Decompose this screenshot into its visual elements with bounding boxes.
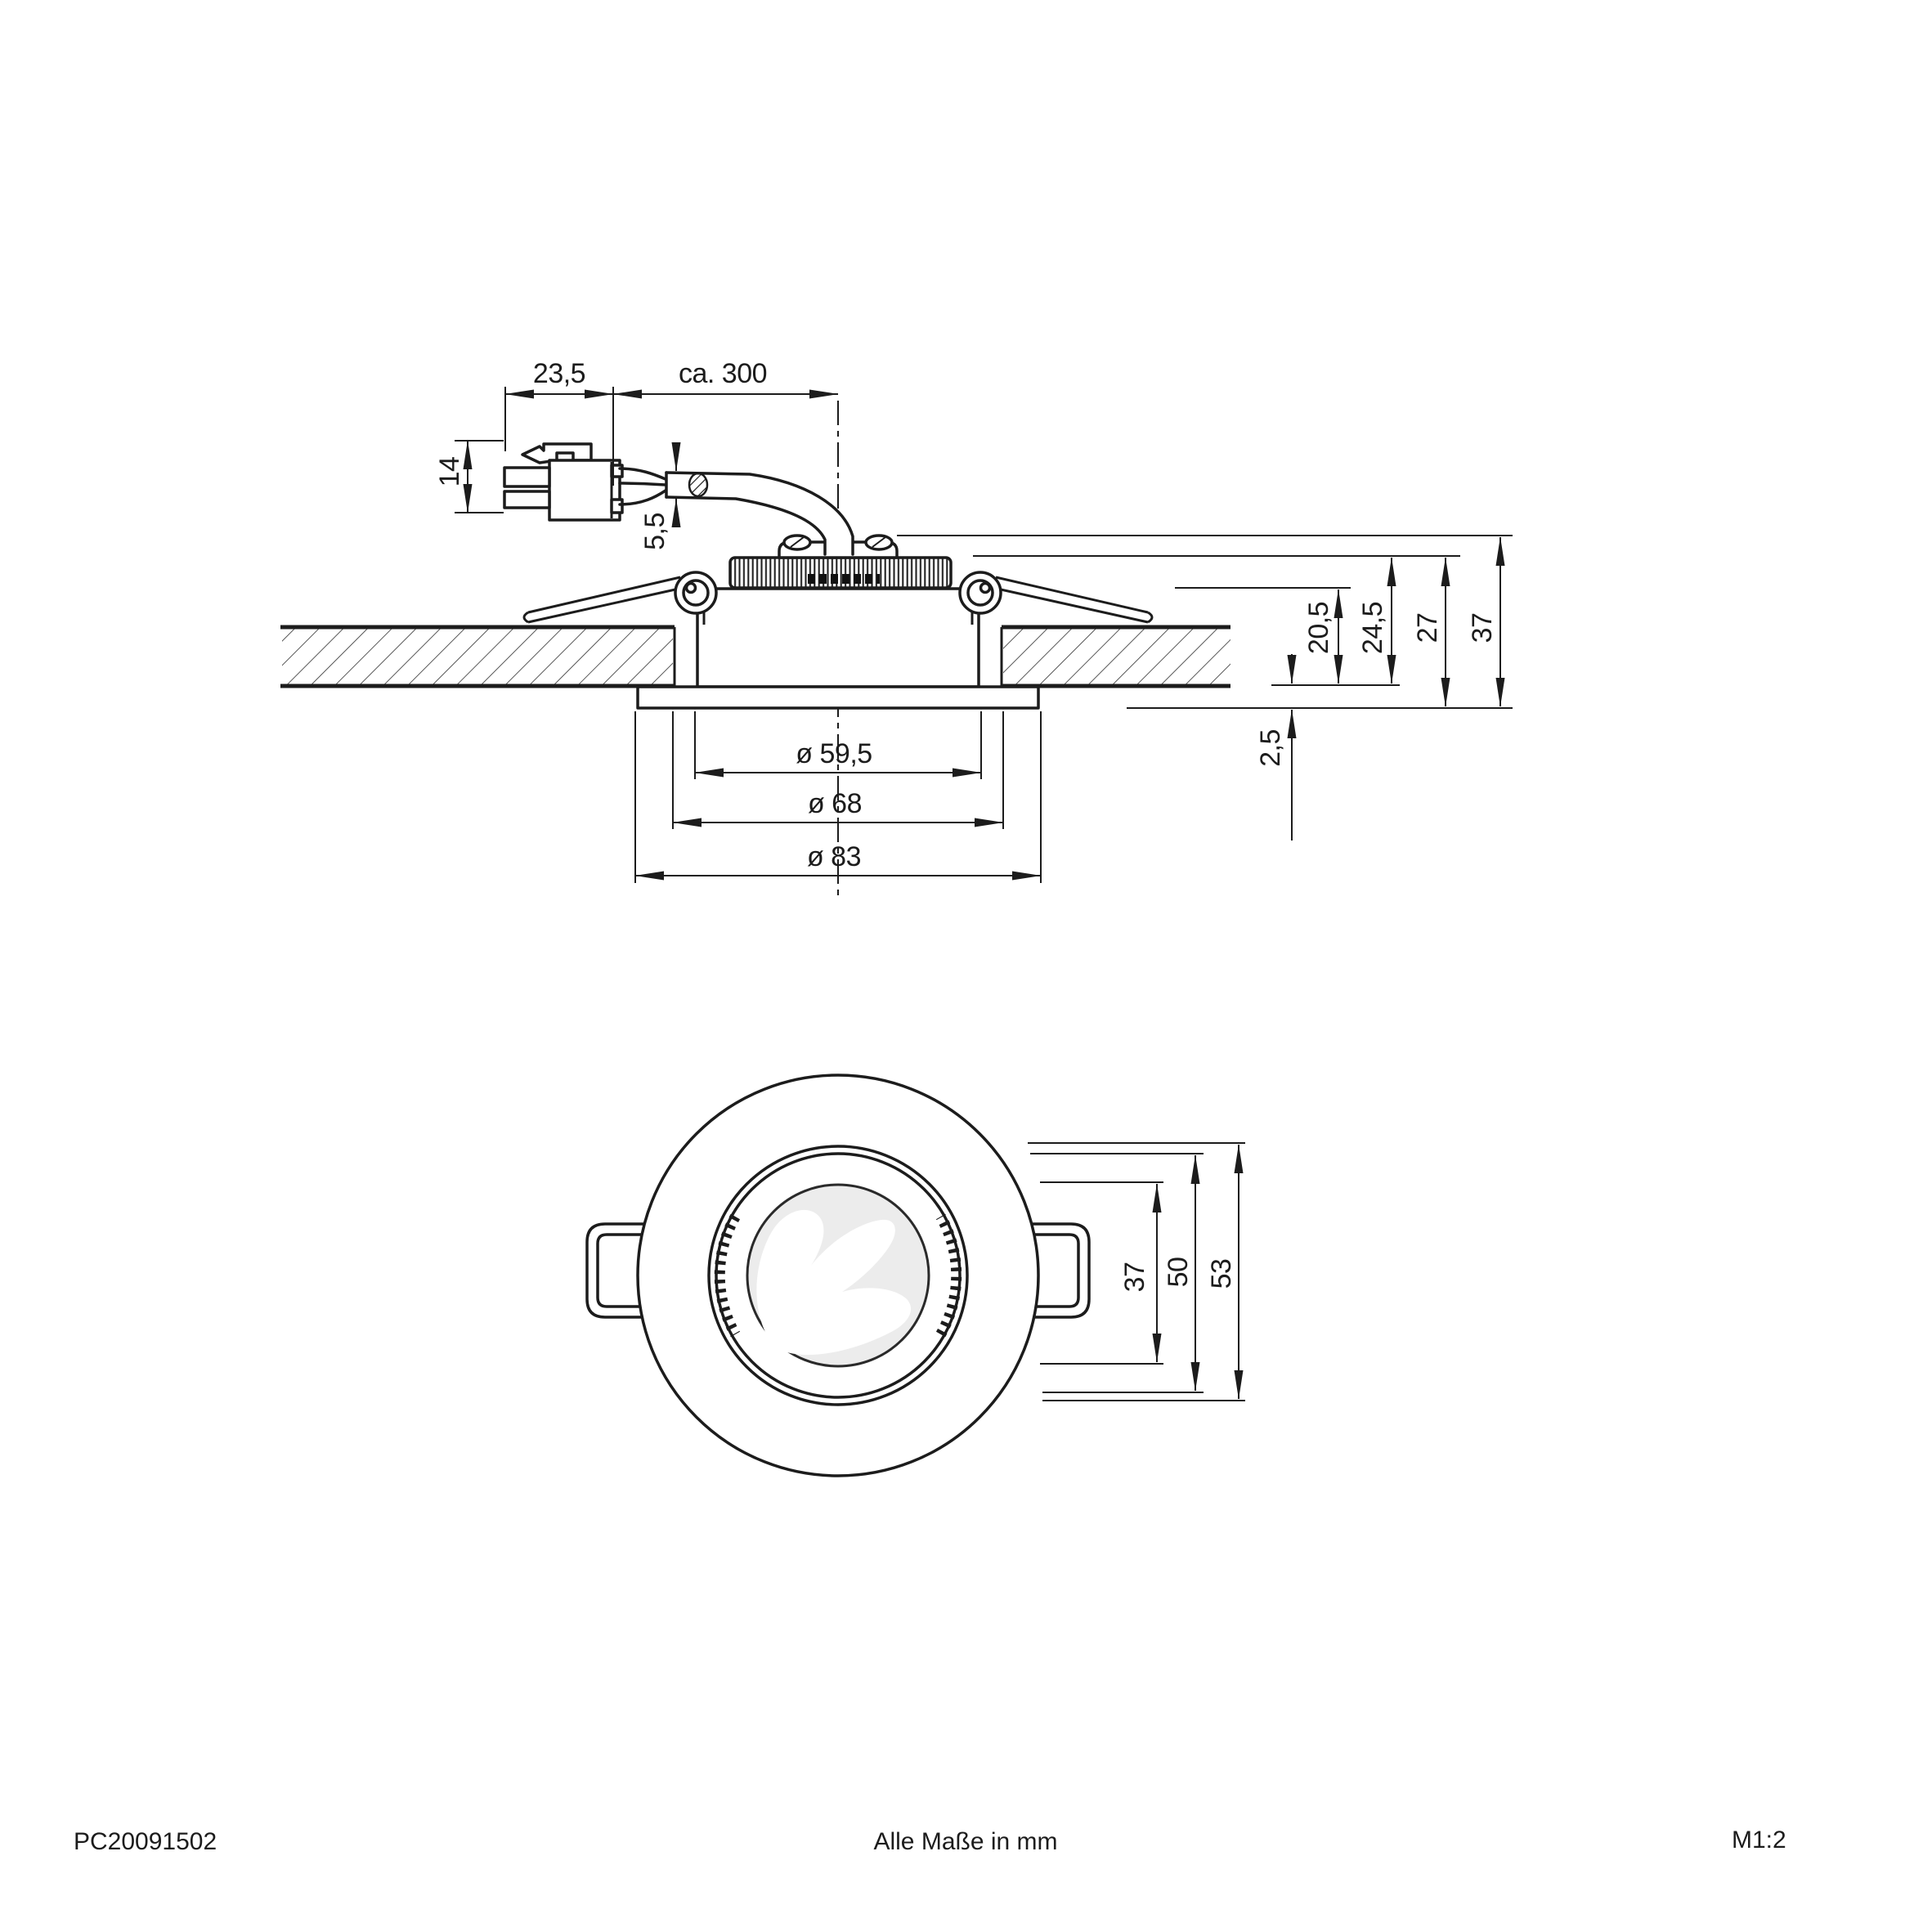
ceiling-section-right (1002, 627, 1230, 686)
dim-cutout-diameter: ø 68 (807, 788, 863, 819)
cable (666, 473, 853, 554)
connector-pin-upper (504, 468, 549, 486)
dim-connector-height: 14 (433, 456, 465, 487)
dim-lens-diameter: 37 (1118, 1262, 1150, 1293)
dim-cable-length: ca. 300 (678, 358, 768, 389)
dim-trim-diameter: ø 83 (806, 841, 862, 872)
document-number: PC20091502 (74, 1828, 217, 1855)
wire (620, 491, 666, 504)
dim-connector-length: 23,5 (532, 358, 586, 389)
drawing-scale: M1:2 (1732, 1827, 1786, 1854)
housing-can (697, 589, 979, 687)
front-view-dimensions (1028, 1143, 1245, 1401)
connector-pin-lower (504, 491, 549, 508)
spring-clip-right (960, 572, 1152, 622)
heatsink (730, 558, 951, 588)
dim-led-module-diameter: ø 59,5 (796, 738, 872, 769)
hinge-pin-left (687, 584, 696, 593)
footer (74, 1827, 1786, 1855)
wire (620, 483, 666, 485)
trim-flange (638, 687, 1038, 708)
dim-depth-with-trim: 27 (1411, 612, 1443, 643)
cable-section-mark (689, 473, 707, 496)
dim-cable-diameter: 5,5 (639, 513, 670, 550)
clamp-screw-right (866, 536, 892, 549)
clamp-screw-left (784, 536, 810, 549)
dim-recess-depth: 20,5 (1302, 601, 1334, 655)
units-note: Alle Maße in mm (873, 1828, 1058, 1855)
connector-plug (504, 444, 666, 520)
ceiling-section-left (280, 627, 675, 686)
dim-trim-ring-thickness: 2,5 (1254, 729, 1286, 767)
dim-bezel-diameter: 53 (1205, 1258, 1237, 1289)
side-view (280, 358, 1513, 895)
wire (620, 468, 666, 479)
hinge-pin-right (981, 584, 990, 593)
dim-inner-bezel-diameter: 50 (1162, 1257, 1194, 1288)
spring-clip-left (524, 572, 716, 622)
dim-housing-height: 24,5 (1356, 601, 1388, 655)
front-view (587, 1075, 1245, 1476)
dim-total-depth: 37 (1466, 612, 1498, 643)
connector-body (549, 460, 620, 520)
